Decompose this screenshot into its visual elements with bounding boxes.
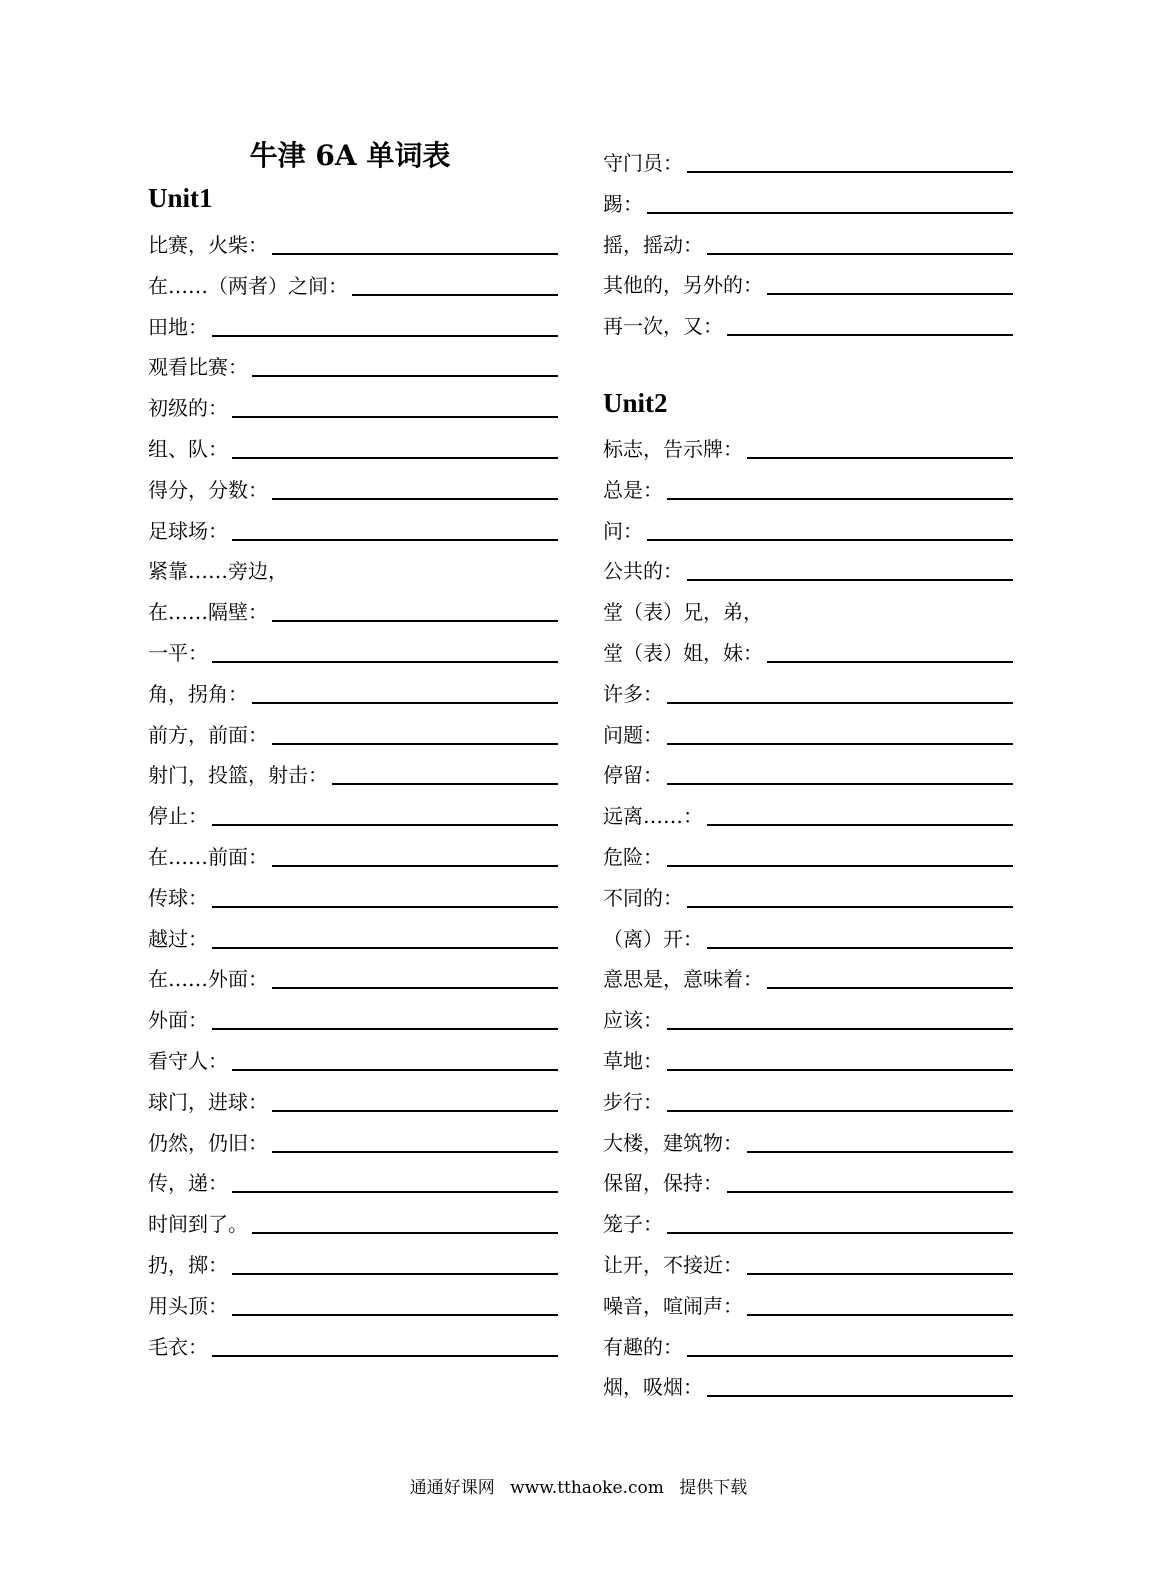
vocab-row: [148, 918, 558, 952]
vocab-label: 在……前面：: [148, 845, 268, 869]
vocab-label: 堂（表）兄，弟，: [603, 600, 763, 625]
vocab-label: 仍然，仍旧：: [148, 1130, 268, 1155]
vocab-label: 越过：: [148, 926, 208, 951]
vocab-label: 组、队：: [148, 437, 228, 461]
vocab-label: 再一次，又：: [603, 314, 723, 339]
vocab-row: [148, 999, 558, 1033]
answer-blank[interactable]: [212, 315, 558, 337]
vocab-row: [148, 1081, 558, 1115]
vocab-row: [603, 918, 1013, 952]
answer-blank[interactable]: [767, 273, 1013, 295]
answer-blank[interactable]: [272, 600, 558, 622]
vocab-label: 传，递：: [148, 1171, 228, 1196]
answer-blank[interactable]: [707, 927, 1013, 949]
vocab-label: 危险：: [603, 845, 663, 869]
vocab-row: [148, 510, 558, 544]
vocab-row: [603, 305, 1013, 339]
vocab-row: [148, 428, 558, 462]
answer-blank[interactable]: [232, 437, 558, 459]
answer-blank[interactable]: [232, 1294, 558, 1316]
vocab-label: （离）开：: [603, 926, 703, 951]
answer-blank[interactable]: [687, 559, 1013, 581]
vocab-label: 扔，掷：: [148, 1253, 228, 1277]
answer-blank[interactable]: [647, 192, 1013, 214]
vocab-row: [148, 632, 558, 666]
vocab-label: 守门员：: [603, 151, 683, 175]
answer-blank[interactable]: [747, 1253, 1013, 1275]
vocab-row: [148, 714, 558, 748]
answer-blank[interactable]: [272, 233, 558, 255]
vocab-row: [603, 1366, 1013, 1400]
vocab-label: 步行：: [603, 1089, 663, 1114]
vocab-label: 在……（两者）之间：: [148, 273, 348, 298]
answer-blank[interactable]: [707, 804, 1013, 826]
vocab-label: 在……外面：: [148, 967, 268, 992]
vocab-row: [148, 795, 558, 829]
vocab-row: [603, 591, 1013, 625]
vocab-label: 保留，保持：: [603, 1171, 723, 1196]
vocab-label: 许多：: [603, 681, 663, 706]
page-title: 牛津 6A 单词表: [249, 139, 451, 172]
answer-blank[interactable]: [707, 1375, 1013, 1397]
vocab-row: [603, 795, 1013, 829]
vocab-label: 停留：: [603, 763, 663, 788]
vocab-label: 角，拐角：: [148, 681, 248, 706]
footer-url[interactable]: www.tthaoke.com: [510, 1478, 664, 1498]
answer-blank[interactable]: [272, 845, 558, 867]
vocab-row: [603, 999, 1013, 1033]
answer-blank[interactable]: [707, 233, 1013, 255]
footer: [0, 1476, 1157, 1500]
vocab-row: [603, 1244, 1013, 1278]
answer-blank[interactable]: [272, 967, 558, 989]
answer-blank[interactable]: [212, 804, 558, 826]
vocab-label: 球门，进球：: [148, 1089, 268, 1114]
vocab-label: 堂（表）姐，妹：: [603, 641, 763, 665]
vocab-label: 一平：: [148, 641, 208, 665]
vocab-label: 停止：: [148, 804, 208, 829]
vocab-label: 标志，告示牌：: [603, 437, 743, 461]
vocab-row: [603, 510, 1013, 544]
vocab-label: 让开，不接近：: [603, 1253, 743, 1277]
vocab-label: 看守人：: [148, 1049, 228, 1073]
answer-blank[interactable]: [667, 723, 1013, 745]
answer-blank[interactable]: [727, 314, 1013, 336]
vocab-label: 大楼，建筑物：: [603, 1130, 743, 1155]
vocab-label: 初级的：: [148, 396, 228, 421]
vocab-row: [148, 1203, 558, 1237]
vocab-label: 笼子：: [603, 1212, 663, 1237]
vocab-row: [148, 346, 558, 380]
vocab-row: [603, 673, 1013, 707]
answer-blank[interactable]: [687, 151, 1013, 173]
vocab-label: 摇，摇动：: [603, 232, 703, 257]
vocab-label: 紧靠……旁边，: [148, 559, 288, 584]
answer-blank[interactable]: [252, 682, 558, 704]
answer-blank[interactable]: [767, 641, 1013, 663]
answer-blank[interactable]: [272, 1131, 558, 1153]
answer-blank[interactable]: [332, 763, 558, 785]
vocab-label: 踢：: [603, 191, 643, 216]
vocab-label: 时间到了。: [148, 1212, 248, 1237]
vocab-row: [148, 306, 558, 340]
vocab-row: [603, 1203, 1013, 1237]
answer-blank[interactable]: [687, 886, 1013, 908]
answer-blank[interactable]: [272, 723, 558, 745]
answer-blank[interactable]: [667, 1049, 1013, 1071]
vocab-row: [603, 428, 1013, 462]
vocab-label: 田地：: [148, 314, 208, 339]
vocab-row: [148, 387, 558, 421]
answer-blank[interactable]: [647, 519, 1013, 541]
vocab-row: [148, 265, 558, 299]
vocab-label: 不同的：: [603, 885, 683, 910]
answer-blank[interactable]: [232, 519, 558, 541]
vocab-row: [148, 1285, 558, 1319]
vocab-label: 意思是，意味着：: [603, 967, 763, 992]
answer-blank[interactable]: [252, 355, 558, 377]
vocab-label: 有趣的：: [603, 1334, 683, 1359]
vocab-row: [148, 1162, 558, 1196]
vocab-row: [148, 1040, 558, 1074]
answer-blank[interactable]: [667, 682, 1013, 704]
vocab-label: 用头顶：: [148, 1293, 228, 1318]
vocab-label: 烟，吸烟：: [603, 1375, 703, 1400]
vocab-row: [603, 142, 1013, 176]
vocab-label: 射门，投篮，射击：: [148, 763, 328, 788]
vocab-label: 问：: [603, 518, 643, 543]
answer-blank[interactable]: [232, 1171, 558, 1193]
vocab-row: [603, 264, 1013, 298]
answer-blank[interactable]: [352, 274, 558, 296]
answer-blank[interactable]: [252, 1212, 558, 1234]
vocab-row: [603, 958, 1013, 992]
vocab-row: [148, 673, 558, 707]
vocab-row: [603, 836, 1013, 870]
vocab-row: [603, 1122, 1013, 1156]
answer-blank[interactable]: [667, 845, 1013, 867]
vocab-row: [148, 1326, 558, 1360]
vocab-label: 外面：: [148, 1008, 208, 1033]
vocab-row: [603, 183, 1013, 217]
answer-blank[interactable]: [232, 1049, 558, 1071]
answer-blank[interactable]: [747, 437, 1013, 459]
vocab-label: 远离……：: [603, 804, 703, 829]
answer-blank[interactable]: [212, 886, 558, 908]
answer-blank[interactable]: [767, 967, 1013, 989]
vocab-label: 前方，前面：: [148, 722, 268, 747]
vocab-row: [148, 591, 558, 625]
vocab-row: [603, 1285, 1013, 1319]
vocab-label: 传球：: [148, 885, 208, 910]
vocab-row: [603, 550, 1013, 584]
vocab-label: 噪音，喧闹声：: [603, 1293, 743, 1318]
unit-heading: Unit1: [148, 183, 213, 213]
vocab-label: 问题：: [603, 722, 663, 747]
answer-blank[interactable]: [687, 1335, 1013, 1357]
answer-blank[interactable]: [212, 1008, 558, 1030]
vocab-row: [603, 1162, 1013, 1196]
answer-blank[interactable]: [212, 1335, 558, 1357]
vocab-row: [603, 1081, 1013, 1115]
vocab-row: [603, 754, 1013, 788]
vocab-row: [148, 1244, 558, 1278]
answer-blank[interactable]: [747, 1131, 1013, 1153]
vocab-label: 应该：: [603, 1008, 663, 1033]
answer-blank[interactable]: [747, 1294, 1013, 1316]
vocab-row: [148, 1122, 558, 1156]
vocab-row: [603, 1040, 1013, 1074]
answer-blank[interactable]: [667, 1090, 1013, 1112]
answer-blank[interactable]: [232, 396, 558, 418]
vocab-row: [603, 1326, 1013, 1360]
vocab-row: [148, 754, 558, 788]
answer-blank[interactable]: [667, 1212, 1013, 1234]
vocab-row: [148, 469, 558, 503]
vocab-row: [148, 550, 558, 584]
vocab-row: [603, 714, 1013, 748]
vocab-label: 总是：: [603, 477, 663, 502]
vocab-row: [603, 877, 1013, 911]
answer-blank[interactable]: [667, 478, 1013, 500]
vocab-row: [148, 877, 558, 911]
vocab-label: 在……隔壁：: [148, 600, 268, 625]
answer-blank[interactable]: [727, 1171, 1013, 1193]
footer-note: 提供下载: [679, 1478, 748, 1498]
vocab-label: 得分，分数：: [148, 477, 268, 502]
answer-blank[interactable]: [667, 763, 1013, 785]
vocab-label: 观看比赛：: [148, 355, 248, 380]
vocab-row: [148, 836, 558, 870]
vocab-row: [603, 469, 1013, 503]
answer-blank[interactable]: [667, 1008, 1013, 1030]
vocab-label: 草地：: [603, 1049, 663, 1073]
vocab-row: [148, 224, 558, 258]
answer-blank[interactable]: [212, 927, 558, 949]
answer-blank[interactable]: [212, 641, 558, 663]
unit-heading: Unit2: [603, 388, 668, 418]
answer-blank[interactable]: [272, 478, 558, 500]
vocab-row: [603, 224, 1013, 258]
answer-blank[interactable]: [272, 1090, 558, 1112]
vocab-label: 公共的：: [603, 559, 683, 584]
vocab-label: 比赛，火柴：: [148, 233, 268, 257]
vocab-label: 足球场：: [148, 518, 228, 543]
vocab-row: [148, 958, 558, 992]
answer-blank[interactable]: [232, 1253, 558, 1275]
vocab-label: 其他的，另外的：: [603, 273, 763, 298]
footer-site-name: 通通好课网: [409, 1478, 495, 1498]
vocab-row: [603, 632, 1013, 666]
vocab-label: 毛衣：: [148, 1334, 208, 1359]
